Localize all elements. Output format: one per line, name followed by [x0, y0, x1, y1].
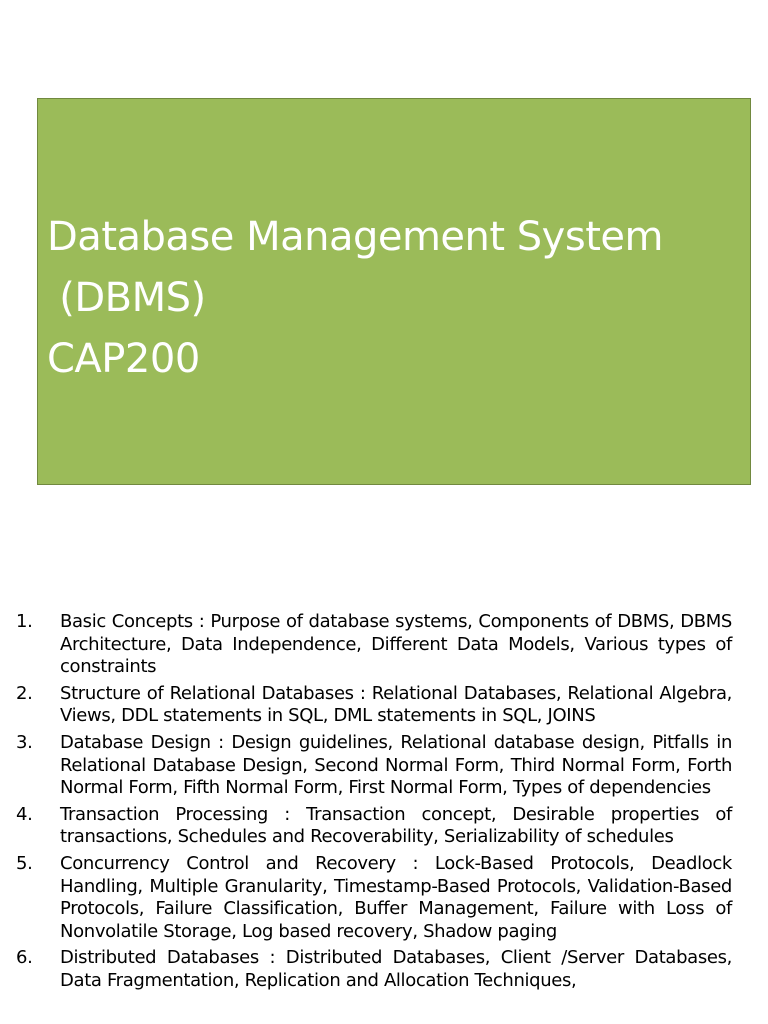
list-item-number: 1.	[16, 611, 33, 632]
list-item	[16, 611, 732, 679]
list-item-number: 6.	[16, 947, 33, 969]
list-item	[16, 683, 732, 728]
list-item-text: Database Design : Design guidelines, Relational database design, Pitfalls in Relational Database Design, Second Normal Form, Third Normal Form, Forth Normal Form, Fifth Normal Form, First Normal Form, Types of dependencies	[60, 731, 732, 799]
topics-list	[16, 611, 732, 997]
list-item	[16, 804, 732, 849]
list-item-number: 5.	[16, 852, 33, 874]
title-line-2: (DBMS)	[47, 275, 206, 321]
list-item-text: Basic Concepts : Purpose of database systems, Components of DBMS, DBMS Architecture, Data Independence, Different Data Models, Various types of constraints	[60, 611, 732, 678]
list-item	[16, 947, 732, 992]
list-item	[16, 853, 732, 943]
list-item-text: Distributed Databases : Distributed Databases, Client /Server Databases, Data Fragmentation, Replication and Allocation Techniques,	[60, 947, 732, 991]
list-item-number: 3.	[16, 731, 33, 753]
title-box	[37, 98, 751, 485]
title-line-1: Database Management System	[47, 214, 663, 260]
title-line-3: CAP200	[47, 336, 200, 382]
slide-title	[47, 207, 663, 390]
list-item	[16, 732, 732, 800]
list-item-text: Structure of Relational Databases : Relational Databases, Relational Algebra, Views, DDL statements in SQL, DML statements in SQL, JOINS	[60, 682, 732, 727]
list-item-number: 2.	[16, 682, 33, 704]
list-item-text: Concurrency Control and Recovery : Lock-Based Protocols, Deadlock Handling, Multiple Granularity, Timestamp-Based Protocols, Validation-Based Protocols, Failure Classification, Buffer Management, Failure with Loss of Nonvolatile Storage, Log based recovery, Shadow paging	[60, 852, 732, 942]
list-item-text: Transaction Processing : Transaction concept, Desirable properties of transactions, Schedules and Recoverability, Serializability of schedules	[60, 803, 732, 848]
list-item-number: 4.	[16, 803, 33, 825]
